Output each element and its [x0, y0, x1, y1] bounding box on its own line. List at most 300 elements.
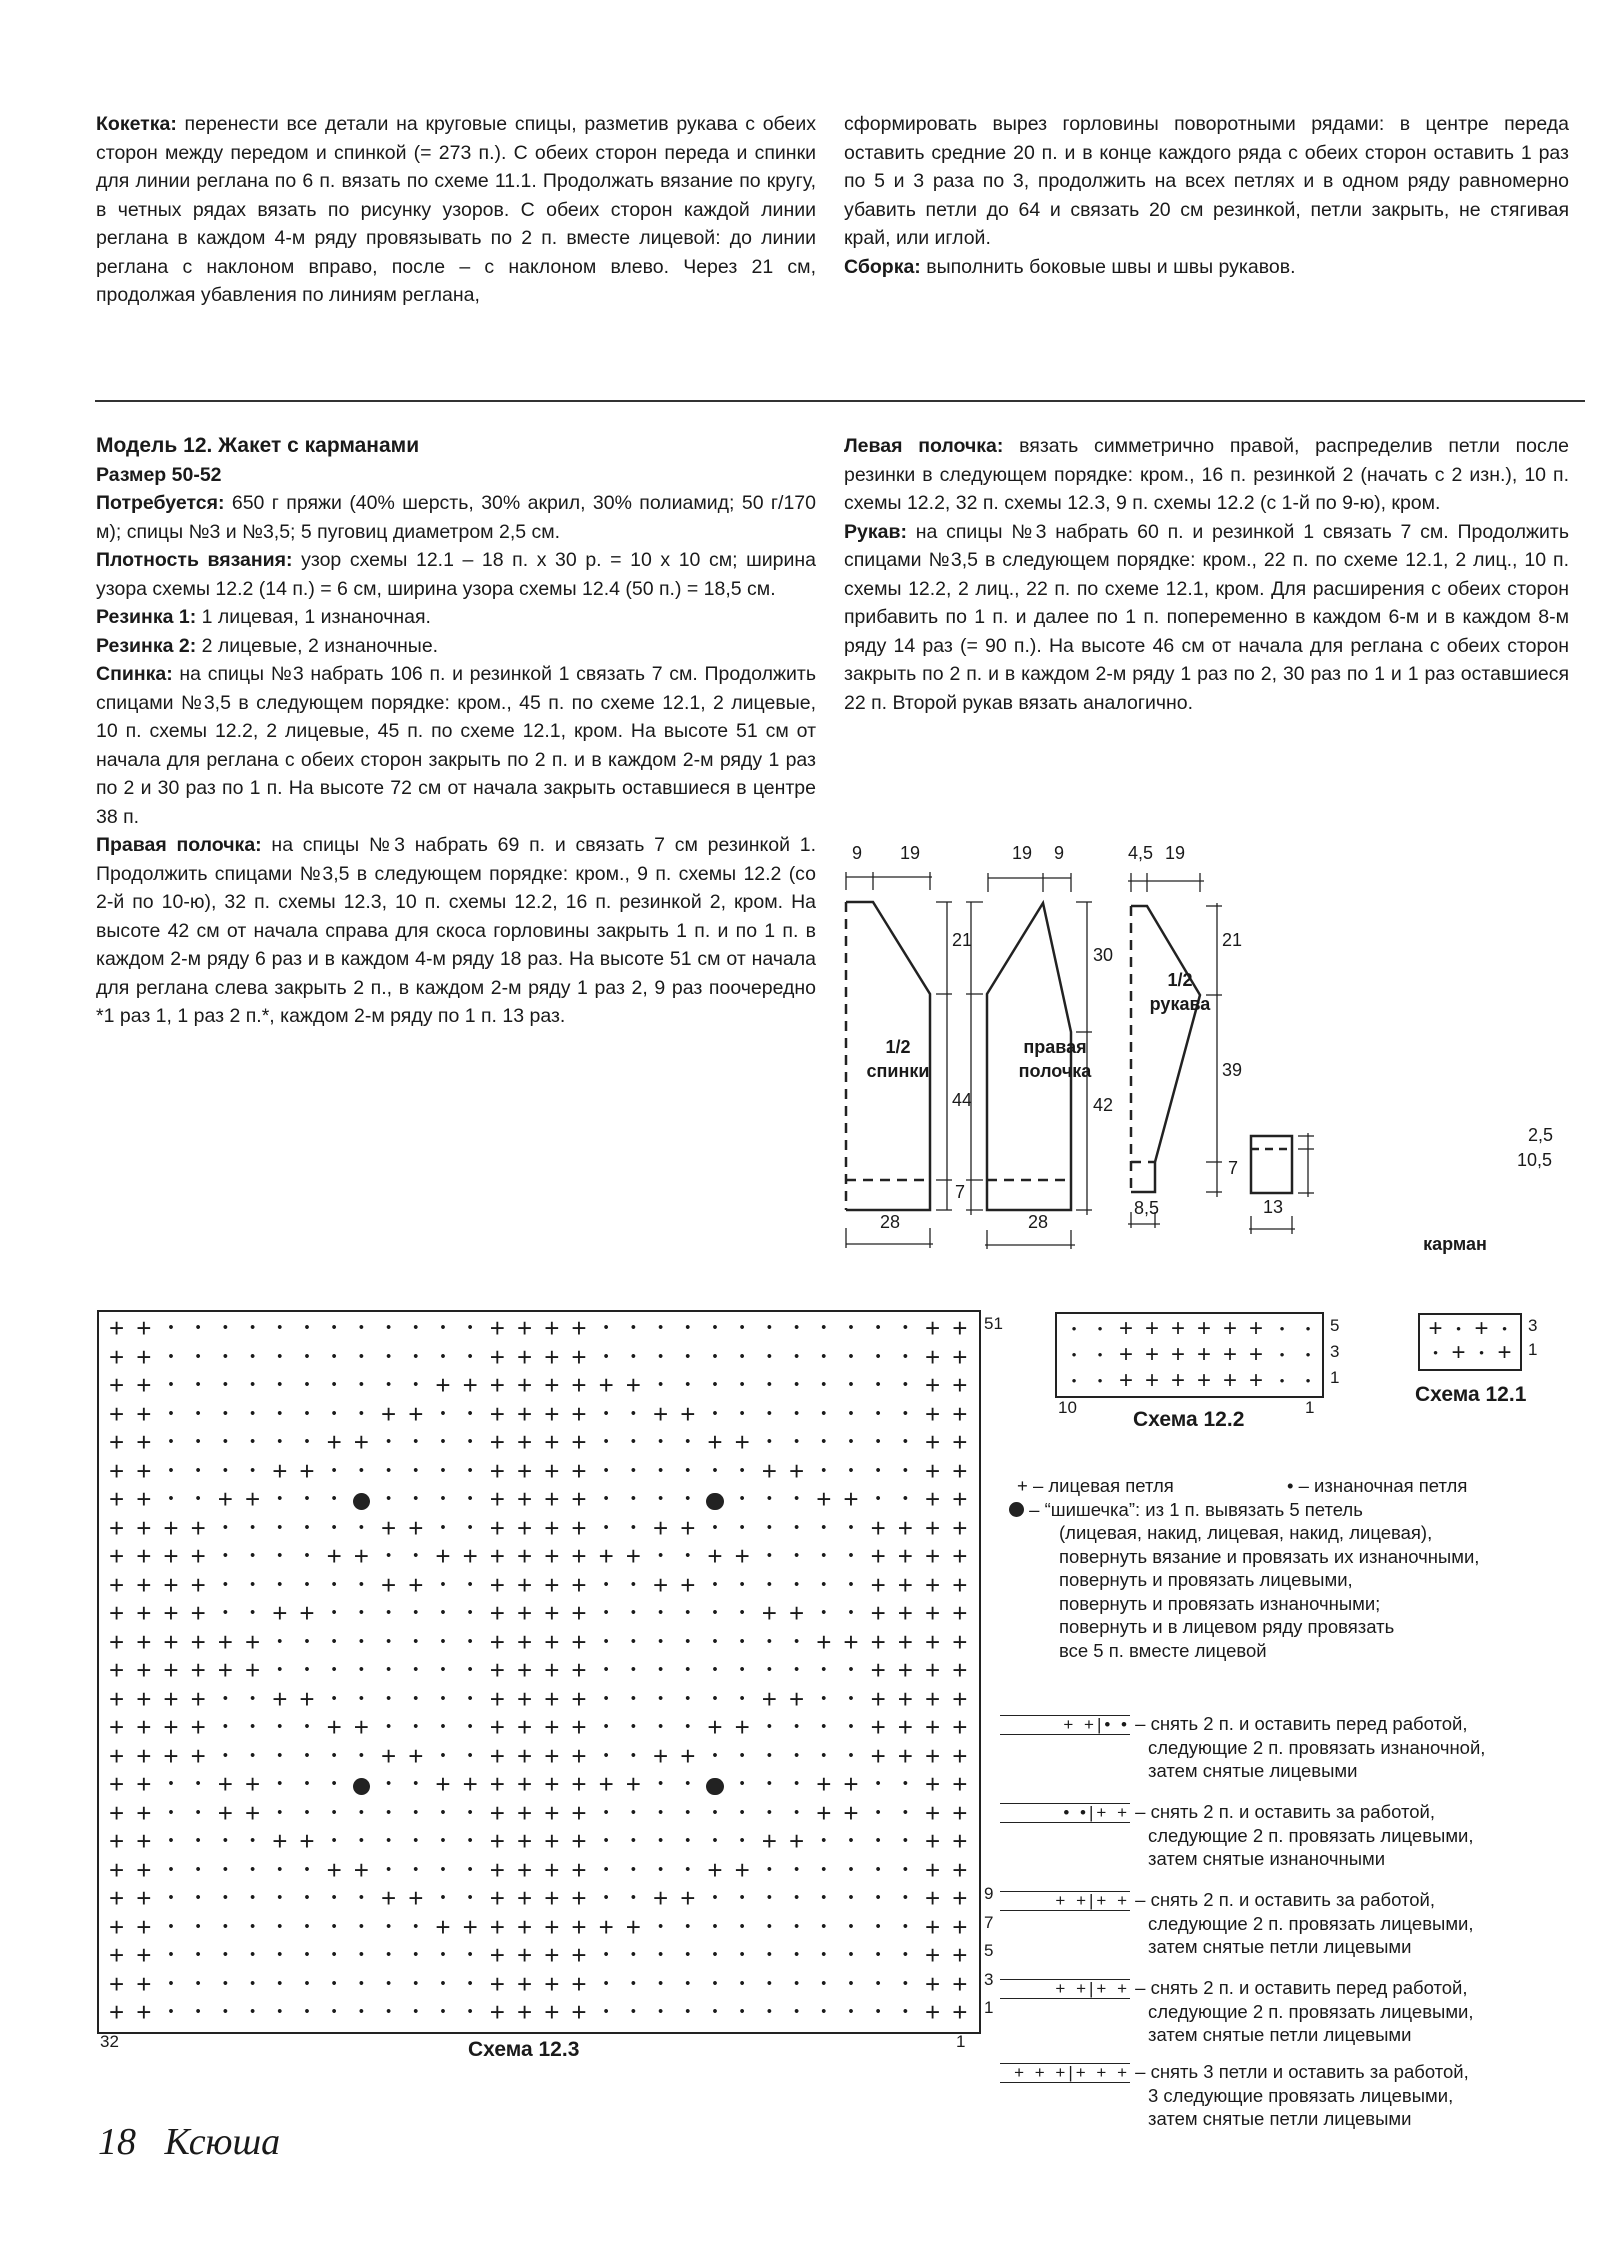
- purl-stitch-icon: •: [168, 1890, 174, 1906]
- purl-stitch-icon: •: [630, 1405, 636, 1422]
- knit-stitch-icon: +: [109, 1455, 125, 1486]
- knit-stitch-icon: +: [462, 1769, 478, 1799]
- purl-stitch-icon: •: [848, 1690, 854, 1707]
- purl-stitch-icon: •: [250, 1548, 256, 1564]
- knit-stitch-icon: +: [517, 1740, 533, 1771]
- purl-stitch-icon: •: [794, 1548, 800, 1564]
- purl-stitch-icon: •: [821, 1605, 827, 1621]
- purl-stitch-icon: •: [902, 1348, 908, 1365]
- purl-stitch-icon: •: [304, 1576, 310, 1593]
- knit-stitch-icon: +: [136, 1569, 152, 1600]
- purl-stitch-icon: •: [794, 1918, 800, 1935]
- knit-stitch-icon: +: [408, 1398, 424, 1429]
- knit-stitch-icon: +: [136, 1911, 152, 1942]
- purl-stitch-icon: •: [766, 1320, 772, 1336]
- knit-stitch-icon: +: [897, 1569, 913, 1600]
- purl-stitch-icon: •: [902, 1947, 908, 1963]
- knit-stitch-icon: +: [462, 1911, 478, 1942]
- purl-stitch-icon: •: [739, 1690, 745, 1707]
- knit-stitch-icon: +: [489, 1341, 505, 1372]
- knit-stitch-icon: +: [897, 1655, 913, 1685]
- knit-stitch-icon: +: [245, 1655, 261, 1685]
- knit-stitch-icon: +: [109, 1484, 125, 1514]
- knit-stitch-icon: +: [381, 1569, 397, 1600]
- purl-stitch-icon: •: [875, 1890, 881, 1906]
- model-left-column: [96, 432, 816, 1031]
- knit-stitch-icon: +: [1248, 1341, 1263, 1368]
- knit-stitch-icon: +: [136, 1427, 152, 1457]
- knit-stitch-icon: +: [952, 1854, 968, 1885]
- purl-stitch-icon: •: [168, 1947, 174, 1963]
- knit-stitch-icon: +: [952, 1370, 968, 1400]
- purl-stitch-icon: •: [848, 1975, 854, 1992]
- knit-stitch-icon: +: [925, 1455, 941, 1486]
- purl-stitch-icon: •: [331, 1804, 337, 1821]
- knit-stitch-icon: +: [489, 1769, 505, 1799]
- knit-stitch-icon: +: [761, 1826, 777, 1856]
- assembly-label: Сборка:: [844, 255, 921, 278]
- purl-stitch-icon: •: [658, 1947, 664, 1963]
- purl-stitch-icon: •: [358, 1947, 364, 1963]
- purl-stitch-icon: •: [222, 1690, 228, 1707]
- knit-stitch-icon: +: [489, 1484, 505, 1514]
- purl-stitch-icon: •: [358, 1918, 364, 1935]
- purl-stitch-icon: •: [331, 1491, 337, 1507]
- purl-stitch-icon: •: [712, 1576, 718, 1593]
- purl-stitch-icon: •: [331, 1776, 337, 1792]
- knit-stitch-icon: +: [435, 1541, 451, 1571]
- purl-stitch-icon: •: [685, 1348, 691, 1365]
- knit-stitch-icon: +: [925, 1854, 941, 1885]
- purl-stitch-icon: •: [712, 1348, 718, 1365]
- knit-stitch-icon: +: [136, 1655, 152, 1685]
- knit-stitch-icon: +: [598, 1911, 614, 1942]
- purl-stitch-icon: •: [331, 1662, 337, 1678]
- purl-stitch-icon: •: [821, 1519, 827, 1536]
- purl-stitch-icon: •: [440, 1747, 446, 1764]
- purl-stitch-icon: •: [848, 1405, 854, 1422]
- purl-stitch-icon: •: [250, 1719, 256, 1735]
- purl-stitch-icon: •: [658, 1918, 664, 1935]
- purl-stitch-icon: •: [358, 1320, 364, 1336]
- knit-stitch-icon: +: [163, 1683, 179, 1714]
- knit-stitch-icon: +: [544, 1484, 560, 1514]
- knit-stitch-icon: +: [109, 1655, 125, 1685]
- chart-12-3-title: Схема 12.3: [468, 2038, 580, 2061]
- purl-stitch-icon: •: [739, 1747, 745, 1764]
- purl-stitch-icon: •: [413, 1975, 419, 1992]
- purl-stitch-icon: •: [685, 1662, 691, 1678]
- purl-stitch-icon: •: [440, 1833, 446, 1849]
- purl-stitch-icon: •: [902, 2004, 908, 2020]
- purl-stitch-icon: •: [386, 1548, 392, 1564]
- purl-stitch-icon: •: [766, 1434, 772, 1450]
- knit-stitch-icon: +: [109, 1826, 125, 1856]
- purl-stitch-icon: •: [712, 1405, 718, 1422]
- purl-stitch-icon: •: [386, 1918, 392, 1935]
- knit-stitch-icon: +: [680, 1398, 696, 1429]
- knit-stitch-icon: +: [489, 1655, 505, 1685]
- purl-stitch-icon: •: [848, 1548, 854, 1564]
- purl-stitch-icon: •: [630, 1519, 636, 1536]
- chart-12-3-col-left: 32: [100, 2032, 119, 2051]
- purl-stitch-icon: •: [794, 1405, 800, 1422]
- purl-stitch-icon: •: [413, 1491, 419, 1507]
- purl-stitch-icon: •: [712, 1320, 718, 1336]
- purl-stitch-icon: •: [603, 1405, 609, 1422]
- purl-stitch-icon: •: [821, 1405, 827, 1422]
- knit-stitch-icon: +: [1118, 1341, 1133, 1368]
- chart-12-1-grid: [1418, 1313, 1522, 1371]
- knit-stitch-icon: +: [353, 1854, 369, 1885]
- purl-stitch-icon: •: [358, 1690, 364, 1707]
- purl-stitch-icon: •: [603, 1947, 609, 1963]
- knit-stitch-icon: +: [1222, 1341, 1237, 1368]
- knit-stitch-icon: +: [1196, 1341, 1211, 1368]
- purl-stitch-icon: •: [821, 1890, 827, 1906]
- purl-stitch-icon: •: [712, 1690, 718, 1707]
- purl-stitch-icon: •: [195, 1776, 201, 1792]
- front-piece-label: правая полочка: [1018, 1037, 1092, 1081]
- model-size: Размер 50-52: [96, 463, 222, 486]
- purl-stitch-icon: •: [658, 1462, 664, 1479]
- knit-stitch-icon: +: [136, 1712, 152, 1742]
- bobble-stitch-icon: [701, 1485, 728, 1514]
- purl-stitch-icon: •: [358, 1377, 364, 1393]
- purl-stitch-icon: •: [1279, 1347, 1285, 1362]
- purl-stitch-icon: •: [794, 1890, 800, 1906]
- purl-stitch-icon: •: [413, 1377, 419, 1393]
- knit-stitch-icon: +: [109, 1740, 125, 1771]
- knit-stitch-icon: +: [925, 1797, 941, 1828]
- knit-stitch-icon: +: [952, 1968, 968, 1999]
- purl-stitch-icon: •: [766, 1804, 772, 1821]
- purl-stitch-icon: •: [875, 1348, 881, 1365]
- knit-stitch-icon: +: [952, 1683, 968, 1714]
- purl-stitch-icon: •: [386, 1719, 392, 1735]
- purl-stitch-icon: •: [440, 1605, 446, 1621]
- purl-stitch-icon: •: [277, 1890, 283, 1906]
- knit-stitch-icon: +: [571, 1341, 587, 1372]
- purl-stitch-icon: •: [467, 1747, 473, 1764]
- purl-stitch-icon: •: [168, 1833, 174, 1849]
- row-number: 5: [1330, 1316, 1340, 1335]
- purl-stitch-icon: •: [630, 1747, 636, 1764]
- purl-stitch-icon: •: [821, 1662, 827, 1678]
- purl-stitch-icon: •: [413, 1462, 419, 1479]
- knit-stitch-icon: +: [1248, 1315, 1263, 1342]
- purl-stitch-icon: •: [413, 1348, 419, 1365]
- chart-12-2-grid: [1055, 1312, 1324, 1398]
- knit-stitch-icon: +: [925, 1427, 941, 1457]
- purl-stitch-icon: •: [440, 1519, 446, 1536]
- sleeve-piece-label: 1/2 рукава: [1149, 970, 1211, 1014]
- knit-stitch-icon: +: [1428, 1315, 1443, 1342]
- purl-stitch-icon: •: [712, 1519, 718, 1536]
- sleeve-paragraph: Рукав: на спицы №3 набрать 60 п. и резинкой 1 связать 7 см. Продолжить спицами №3,5 в следующем порядке: кром., 22 п. по схеме 12.1, 2 лиц., 10 п. схемы 12.2, 2 лиц., 22 п. по схеме 12.1, кром. Для расширения с обеих сторон прибавить по 1 п. и далее по 1 п. попеременно в каждом 6-м и в каждом 8-м ряду 14 раз (= 90 п.). На высоте 46 см от начала для реглана с обеих сторон закрыть по 2 п. и в каждом 2-м ряду 1 раз по 2, 30 раз по 1 и 1 раз оставшиеся 22 п. Второй рукав вязать аналогично.: [844, 520, 1569, 714]
- purl-stitch-icon: •: [304, 1947, 310, 1963]
- knit-stitch-icon: +: [734, 1541, 750, 1571]
- knit-stitch-icon: +: [136, 1598, 152, 1628]
- purl-stitch-icon: •: [440, 1320, 446, 1336]
- knit-stitch-icon: +: [408, 1512, 424, 1543]
- purl-stitch-icon: •: [1071, 1321, 1077, 1336]
- purl-stitch-icon: •: [467, 1833, 473, 1849]
- knit-stitch-icon: +: [489, 1854, 505, 1885]
- purl-stitch-icon: •: [848, 1348, 854, 1365]
- left-front-paragraph: Левая полочка: вязать симметрично правой, распределив петли после резинки в следующем порядке: кром., 16 п. резинкой 2 (начать с 2 изн.), 10 п. схемы 12.2, 32 п. схемы 12.3, 9 п. схемы 12.2 (с 1-й по 9-ю), кром.: [844, 435, 1570, 514]
- purl-stitch-icon: •: [277, 1747, 283, 1764]
- purl-stitch-icon: •: [766, 1861, 772, 1878]
- knit-stitch-icon: +: [272, 1826, 288, 1856]
- purl-stitch-icon: •: [875, 1320, 881, 1336]
- knit-stitch-icon: +: [489, 1683, 505, 1714]
- knit-stitch-icon: +: [571, 1854, 587, 1885]
- purl-stitch-icon: •: [848, 1861, 854, 1878]
- purl-stitch-icon: •: [875, 1975, 881, 1992]
- purl-stitch-icon: •: [195, 1377, 201, 1393]
- knit-stitch-icon: +: [952, 1512, 968, 1543]
- knit-stitch-icon: +: [789, 1598, 805, 1628]
- knit-stitch-icon: +: [381, 1398, 397, 1429]
- knit-stitch-icon: +: [163, 1541, 179, 1571]
- purl-stitch-icon: •: [603, 1890, 609, 1906]
- knit-stitch-icon: +: [136, 1455, 152, 1486]
- purl-stitch-icon: •: [467, 1633, 473, 1650]
- purl-stitch-icon: •: [821, 1861, 827, 1878]
- purl-stitch-icon: •: [739, 1576, 745, 1593]
- purl-stitch-icon: •: [794, 1348, 800, 1365]
- knit-stitch-icon: +: [326, 1427, 342, 1457]
- purl-stitch-icon: •: [794, 2004, 800, 2020]
- purl-stitch-icon: •: [195, 1348, 201, 1365]
- knit-stitch-icon: +: [517, 1826, 533, 1856]
- purl-stitch-icon: •: [658, 1662, 664, 1678]
- bobble-stitch-icon: [701, 1770, 728, 1799]
- purl-stitch-icon: •: [794, 1947, 800, 1963]
- knit-stitch-icon: +: [489, 1712, 505, 1742]
- back-paragraph: Спинка: на спицы №3 набрать 106 п. и резинкой 1 связать 7 см. Продолжить спицами №3,5 в следующем порядке: кром., 45 п. по схеме 12.1, 2 лицевые, 10 п. схемы 12.2, 2 лицевые, 45 п. по схеме 12.1, кром. На высоте 51 см от начала для реглана с обеих сторон закрыть по 2 п. и в каждом 2-м ряду 1 раз по 2 и 30 раз по 1 п. На высоте 72 см от начала закрыть оставшиеся в центре 38 п.: [96, 663, 816, 828]
- knit-stitch-icon: +: [789, 1455, 805, 1486]
- knit-stitch-icon: +: [136, 1940, 152, 1970]
- purl-stitch-icon: •: [413, 1947, 419, 1963]
- purl-stitch-icon: •: [358, 1804, 364, 1821]
- purl-stitch-icon: •: [875, 1462, 881, 1479]
- purl-stitch-icon: •: [168, 2004, 174, 2020]
- purl-stitch-icon: •: [1097, 1321, 1103, 1336]
- purl-stitch-icon: •: [467, 1605, 473, 1621]
- purl-stitch-icon: •: [630, 1662, 636, 1678]
- knit-stitch-icon: +: [952, 1569, 968, 1600]
- purl-stitch-icon: •: [712, 1918, 718, 1935]
- cable-legend-item: + +|+ + – снять 2 п. и оставить перед работой, следующие 2 п. провязать лицевыми, затем снятые петли лицевыми: [1000, 1976, 1590, 2047]
- purl-stitch-icon: •: [603, 1434, 609, 1450]
- purl-stitch-icon: •: [440, 1719, 446, 1735]
- purl-stitch-icon: •: [168, 1975, 174, 1992]
- knit-stitch-icon: +: [925, 1598, 941, 1628]
- knit-stitch-icon: +: [816, 1797, 832, 1828]
- purl-symbol-icon: •: [1287, 1475, 1294, 1496]
- knit-stitch-icon: +: [925, 1626, 941, 1657]
- purl-stitch-icon: •: [331, 1405, 337, 1422]
- purl-stitch-icon: •: [222, 2004, 228, 2020]
- purl-stitch-icon: •: [766, 1918, 772, 1935]
- purl-stitch-icon: •: [358, 1576, 364, 1593]
- purl-stitch-icon: •: [848, 1918, 854, 1935]
- purl-stitch-icon: •: [440, 1975, 446, 1992]
- knit-stitch-icon: +: [952, 1712, 968, 1742]
- purl-stitch-icon: •: [630, 1434, 636, 1450]
- purl-stitch-icon: •: [658, 1719, 664, 1735]
- knit-stitch-icon: +: [1451, 1339, 1466, 1366]
- purl-stitch-icon: •: [168, 1348, 174, 1365]
- purl-stitch-icon: •: [794, 1491, 800, 1507]
- purl-stitch-icon: •: [794, 1747, 800, 1764]
- purl-stitch-icon: •: [821, 1348, 827, 1365]
- row-number: 3: [1330, 1342, 1340, 1361]
- purl-stitch-icon: •: [739, 1776, 745, 1792]
- knit-stitch-icon: +: [217, 1655, 233, 1685]
- purl-stitch-icon: •: [358, 1833, 364, 1849]
- purl-stitch-icon: •: [603, 1690, 609, 1707]
- purl-stitch-icon: •: [277, 1405, 283, 1422]
- purl-stitch-icon: •: [304, 1377, 310, 1393]
- purl-stitch-icon: •: [794, 1434, 800, 1450]
- purl-stitch-icon: •: [331, 1519, 337, 1536]
- purl-stitch-icon: •: [658, 1861, 664, 1878]
- knit-stitch-icon: +: [517, 1940, 533, 1970]
- purl-stitch-icon: •: [331, 1890, 337, 1906]
- purl-stitch-icon: •: [222, 1975, 228, 1992]
- knit-stitch-icon: +: [680, 1883, 696, 1913]
- purl-stitch-icon: •: [685, 1804, 691, 1821]
- purl-stitch-icon: •: [821, 1747, 827, 1764]
- purl-stitch-icon: •: [195, 1861, 201, 1878]
- purl-stitch-icon: •: [766, 1947, 772, 1963]
- purl-stitch-icon: •: [277, 1776, 283, 1792]
- knit-stitch-icon: +: [517, 1683, 533, 1714]
- purl-stitch-icon: •: [712, 1662, 718, 1678]
- purl-stitch-icon: •: [222, 1918, 228, 1935]
- purl-stitch-icon: •: [875, 1434, 881, 1450]
- purl-stitch-icon: •: [685, 1975, 691, 1992]
- knit-stitch-icon: +: [544, 1512, 560, 1543]
- knit-stitch-icon: +: [571, 1512, 587, 1543]
- purl-stitch-icon: •: [440, 1462, 446, 1479]
- knit-stitch-icon: +: [707, 1712, 723, 1742]
- knit-stitch-icon: +: [544, 1997, 560, 2027]
- knit-stitch-icon: +: [897, 1740, 913, 1771]
- knit-stitch-icon: +: [544, 1683, 560, 1714]
- knit-stitch-icon: +: [571, 1455, 587, 1486]
- knit-stitch-icon: +: [571, 1655, 587, 1685]
- purl-stitch-icon: •: [603, 1975, 609, 1992]
- purl-stitch-icon: •: [875, 1861, 881, 1878]
- purl-stitch-icon: •: [467, 1320, 473, 1336]
- knit-stitch-icon: +: [408, 1569, 424, 1600]
- purl-stitch-icon: •: [875, 1405, 881, 1422]
- knit-stitch-icon: +: [870, 1598, 886, 1628]
- knit-stitch-icon: +: [925, 1541, 941, 1571]
- knit-stitch-icon: +: [517, 1598, 533, 1628]
- purl-stitch-icon: •: [630, 1890, 636, 1906]
- purl-stitch-icon: •: [413, 1719, 419, 1735]
- purl-stitch-icon: •: [440, 1576, 446, 1593]
- knit-stitch-icon: +: [272, 1455, 288, 1486]
- purl-stitch-icon: •: [685, 1377, 691, 1393]
- purl-stitch-icon: •: [630, 1348, 636, 1365]
- purl-stitch-icon: •: [250, 1861, 256, 1878]
- purl-stitch-icon: •: [603, 1662, 609, 1678]
- chart-12-3-grid: [97, 1310, 981, 2034]
- knit-stitch-icon: +: [109, 1569, 125, 1600]
- knit-stitch-icon: +: [517, 1512, 533, 1543]
- purl-stitch-icon: •: [331, 1377, 337, 1393]
- purl-stitch-icon: •: [440, 1804, 446, 1821]
- purl-stitch-icon: •: [304, 1719, 310, 1735]
- knit-stitch-icon: +: [381, 1883, 397, 1913]
- purl-stitch-icon: •: [358, 1519, 364, 1536]
- knit-stitch-icon: +: [925, 1512, 941, 1543]
- purl-stitch-icon: •: [848, 1833, 854, 1849]
- knit-stitch-icon: +: [109, 1370, 125, 1400]
- purl-stitch-icon: •: [712, 1462, 718, 1479]
- purl-stitch-icon: •: [222, 1348, 228, 1365]
- knit-stitch-icon: +: [571, 1740, 587, 1771]
- knit-stitch-icon: +: [136, 1341, 152, 1372]
- purl-stitch-icon: •: [304, 1975, 310, 1992]
- purl-stitch-icon: •: [467, 1975, 473, 1992]
- purl-stitch-icon: •: [277, 1975, 283, 1992]
- purl-stitch-icon: •: [766, 1348, 772, 1365]
- purl-stitch-icon: •: [277, 1918, 283, 1935]
- purl-stitch-icon: •: [658, 1548, 664, 1564]
- purl-stitch-icon: •: [902, 1776, 908, 1792]
- knit-stitch-icon: +: [625, 1541, 641, 1571]
- purl-stitch-icon: •: [1456, 1321, 1461, 1336]
- purl-stitch-icon: •: [902, 1462, 908, 1479]
- purl-stitch-icon: •: [685, 1633, 691, 1650]
- knit-stitch-icon: +: [163, 1655, 179, 1685]
- cable-symbol-icon: + + +|+ + +: [1000, 2063, 1130, 2083]
- purl-stitch-icon: •: [766, 1491, 772, 1507]
- purl-stitch-icon: •: [304, 2004, 310, 2020]
- knit-stitch-icon: +: [571, 1826, 587, 1856]
- knit-stitch-icon: +: [1497, 1339, 1512, 1366]
- purl-stitch-icon: •: [467, 1348, 473, 1365]
- knit-stitch-icon: +: [952, 1997, 968, 2027]
- purl-stitch-icon: •: [358, 1662, 364, 1678]
- purl-stitch-icon: •: [222, 1462, 228, 1479]
- knit-stitch-icon: +: [435, 1370, 451, 1400]
- purl-stitch-icon: •: [902, 1405, 908, 1422]
- purl-stitch-icon: •: [386, 1947, 392, 1963]
- purl-stitch-icon: •: [440, 1947, 446, 1963]
- knit-stitch-icon: +: [571, 1313, 587, 1343]
- knit-stitch-icon: +: [598, 1769, 614, 1799]
- purl-stitch-icon: •: [739, 1833, 745, 1849]
- cable-legend-item: • •|+ + – снять 2 п. и оставить за работой, следующие 2 п. провязать лицевыми, затем снятые изнаночными: [1000, 1800, 1590, 1871]
- knit-stitch-icon: +: [109, 1313, 125, 1343]
- knit-stitch-icon: +: [109, 1854, 125, 1885]
- knit-stitch-icon: +: [435, 1911, 451, 1942]
- knit-stitch-icon: +: [925, 1655, 941, 1685]
- knit-stitch-icon: +: [326, 1541, 342, 1571]
- purl-stitch-icon: •: [739, 1348, 745, 1365]
- knit-stitch-icon: +: [1170, 1367, 1185, 1394]
- knit-stitch-icon: +: [109, 1911, 125, 1942]
- knit-stitch-icon: +: [925, 1313, 941, 1343]
